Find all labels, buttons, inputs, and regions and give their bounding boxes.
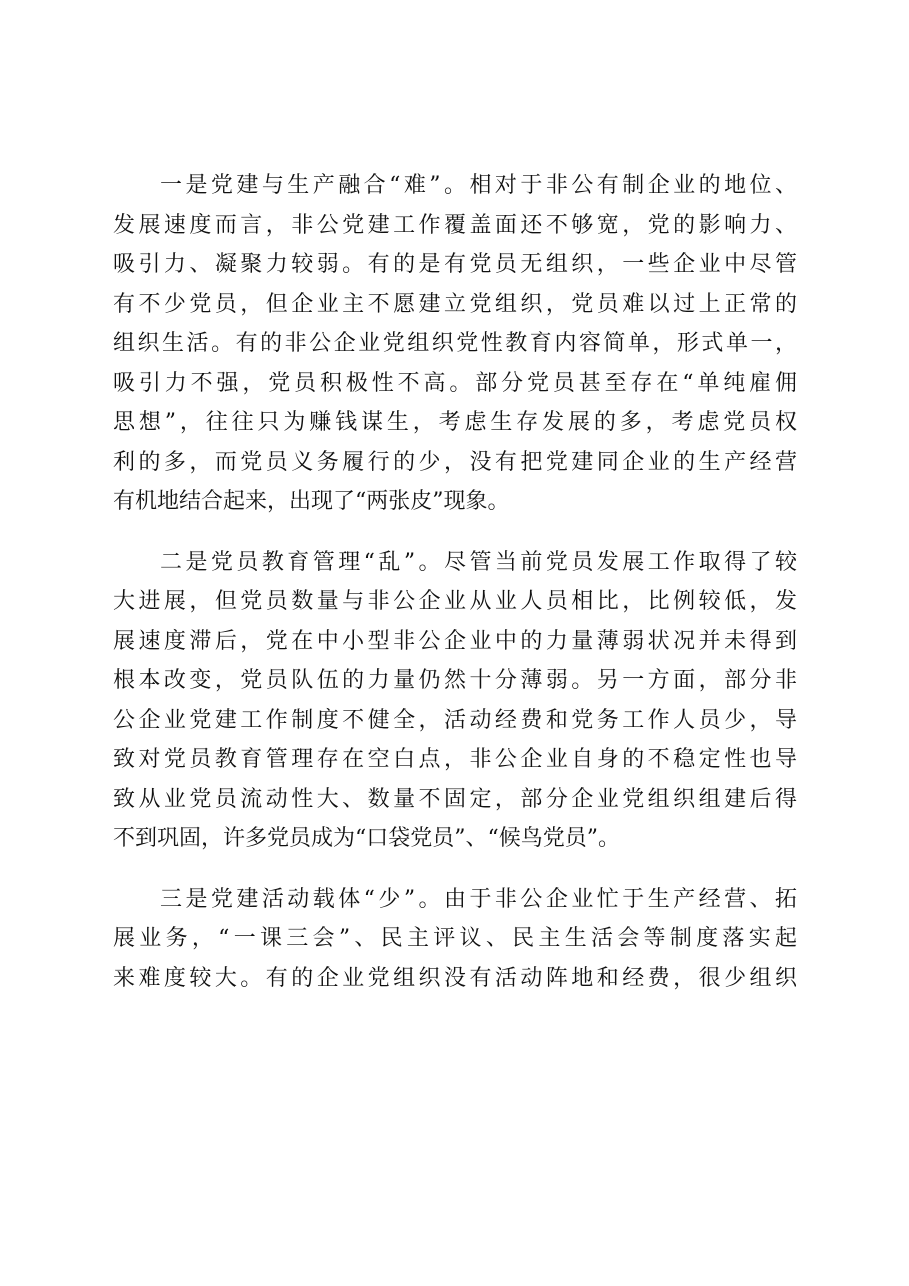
text-line: 一是党建与生产融合“难”。相对于非公有制企业的地位、 [160,173,797,198]
document-body [113,166,797,998]
text-line: 有不少党员，但企业主不愿建立党组织，党员难以过上正常的 [113,291,797,317]
text-line: 发展速度而言，非公党建工作覆盖面还不够宽，党的影响力、 [113,212,797,238]
text-line: 吸引力不强，党员积极性不高。部分党员甚至存在“单纯雇佣 [113,370,797,396]
paragraph-spacer [113,859,797,880]
paragraph-spacer [113,522,797,543]
paragraph-3 [113,880,797,999]
text-line: 致从业党员流动性大、数量不固定，部分企业党组织组建后得 [113,786,797,812]
text-line: 组织生活。有的非公企业党组织党性教育内容简单，形式单一， [113,331,797,356]
text-line: 大进展，但党员数量与非公企业从业人员相比，比例较低，发 [113,589,797,614]
paragraph-1 [113,166,797,522]
text-line: 展业务，“一课三会”、民主评议、民主生活会等制度落实起 [113,926,797,951]
text-line: 吸引力、凝聚力较弱。有的是有党员无组织，一些企业中尽管 [113,252,797,277]
text-line: 不到巩固，许多党员成为“口袋党员”、“候鸟党员”。 [113,826,620,851]
paragraph-2 [113,543,797,859]
text-line: 根本改变，党员队伍的力量仍然十分薄弱。另一方面，部分非 [113,668,797,693]
text-line: 三是党建活动载体“少”。由于非公企业忙于生产经营、拓 [160,886,797,912]
text-line: 利的多，而党员义务履行的少，没有把党建同企业的生产经营 [113,449,797,475]
text-line: 有机地结合起来，出现了“两张皮”现象。 [113,489,510,514]
text-line: 思想”，往往只为赚钱谋生，考虑生存发展的多，考虑党员权 [113,410,797,435]
text-line: 致对党员教育管理存在空白点，非公企业自身的不稳定性也导 [113,747,797,772]
text-line: 二是党员教育管理“乱”。尽管当前党员发展工作取得了较 [160,549,797,575]
text-line: 展速度滞后，党在中小型非公企业中的力量薄弱状况并未得到 [113,628,797,654]
text-line: 公企业党建工作制度不健全，活动经费和党务工作人员少，导 [113,707,797,733]
text-line: 来难度较大。有的企业党组织没有活动阵地和经费，很少组织 [113,965,797,991]
